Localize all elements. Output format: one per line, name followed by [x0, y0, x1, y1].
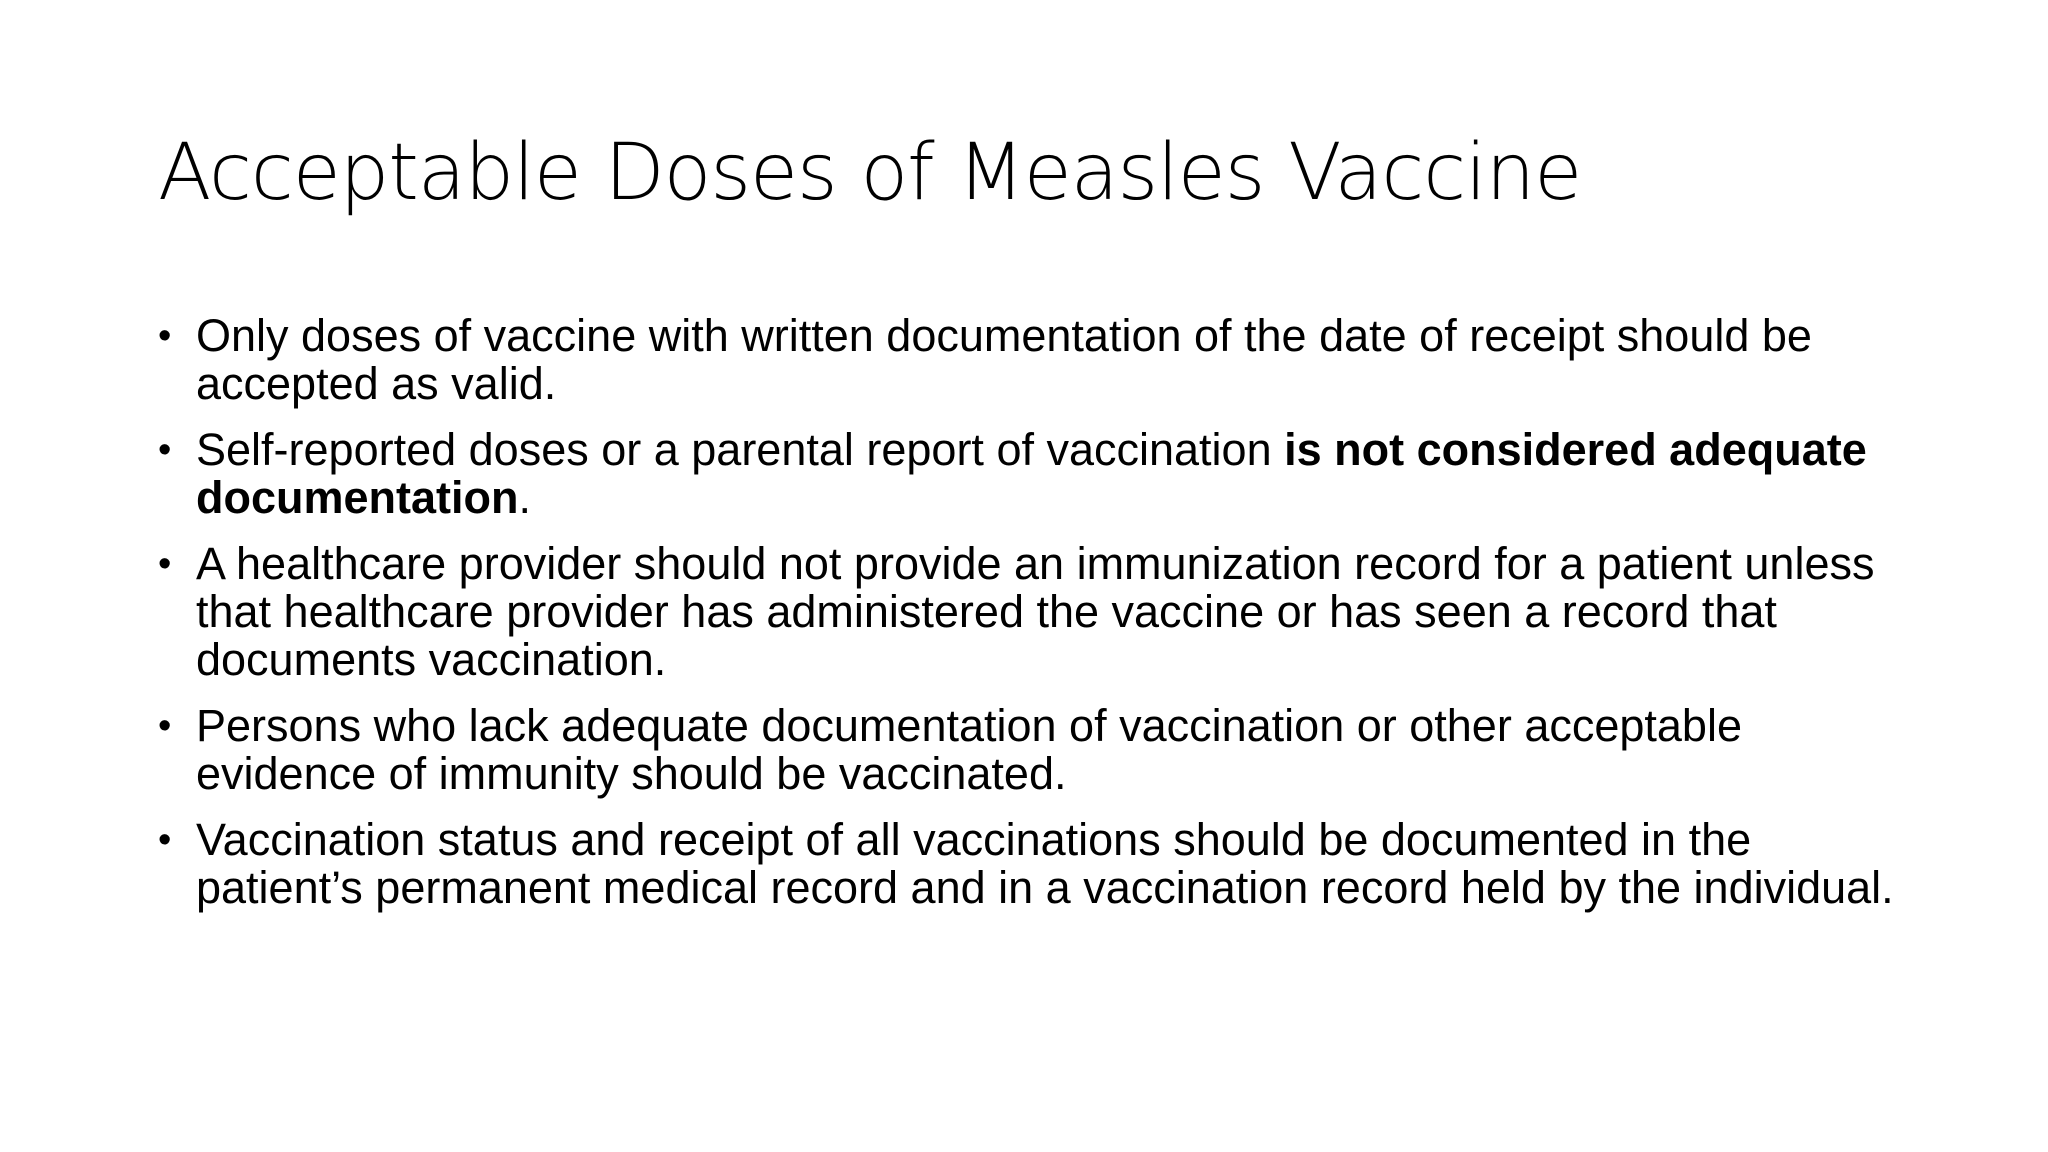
bullet-text: Vaccination status and receipt of all vaccinations should be documented in the patient’s permanent medical record and in a vaccination record held by the individual.	[196, 814, 1894, 913]
bullet-text: Self-reported doses or a parental report of vaccination	[196, 424, 1285, 475]
bullet-text: Only doses of vaccine with written documentation of the date of receipt should be accepted as valid.	[196, 310, 1812, 409]
bullet-text: A healthcare provider should not provide an immunization record for a patient unless that healthcare provider has administered the vaccine or has seen a record that documents vaccination.	[196, 538, 1875, 685]
bullet-item-documentation-date	[158, 312, 1918, 408]
bullet-emphasis-text: is not considered adequate documentation	[196, 424, 1867, 523]
bullet-icon: •	[158, 819, 172, 861]
slide-title: Acceptable Doses of Measles Vaccine	[158, 128, 1582, 218]
bullet-item-self-reported	[158, 426, 1918, 522]
bullet-item-provider-record	[158, 540, 1918, 684]
bullet-text: Persons who lack adequate documentation of vaccination or other acceptable evidence of immunity should be vaccinated.	[196, 700, 1742, 799]
bullet-icon: •	[158, 543, 172, 585]
bullet-text-end: .	[518, 472, 532, 523]
bullet-icon: •	[158, 705, 172, 747]
bullet-item-vaccination-status	[158, 816, 1918, 912]
bullet-icon: •	[158, 429, 172, 471]
bullet-list	[158, 312, 1918, 930]
bullet-icon: •	[158, 315, 172, 357]
bullet-item-lack-documentation	[158, 702, 1918, 798]
